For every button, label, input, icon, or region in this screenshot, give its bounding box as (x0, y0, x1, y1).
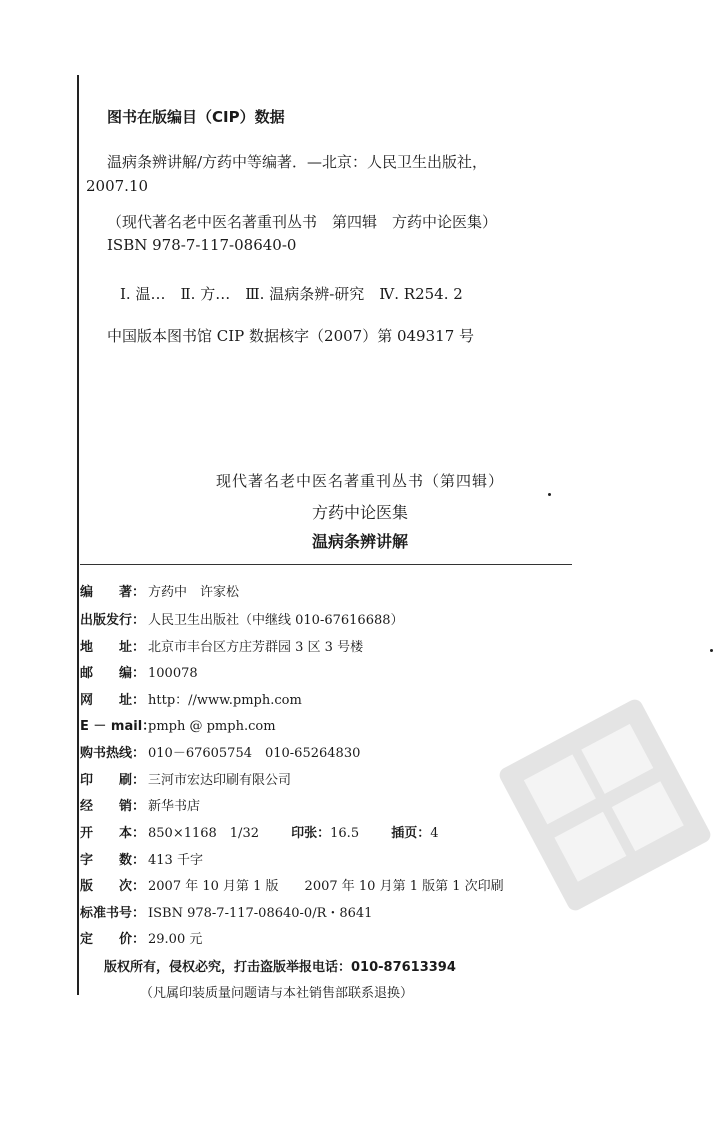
detail-row (80, 849, 203, 869)
detail-value: 人民卫生出版社（中继线 010-67616688） (148, 613, 404, 628)
cip-line-isbn: ISBN 978-7-117-08640-0 (107, 236, 297, 254)
copyright-notice: 版权所有，侵权必究，打击盗版举报电话：010-87613394 (104, 960, 456, 975)
detail-value: 010－67605754 010-65264830 (148, 746, 361, 761)
detail-row (80, 875, 504, 895)
detail-value: pmph @ pmph.com (148, 719, 276, 734)
detail-row (80, 662, 198, 682)
detail-value: 850×1168 1/32 (148, 826, 259, 841)
detail-value: 100078 (148, 666, 198, 681)
detail-row (80, 822, 439, 842)
detail-row (80, 795, 200, 815)
detail-label: 版 次： (80, 879, 146, 894)
divider (80, 564, 572, 565)
collection-title: 方药中论医集 (311, 503, 408, 522)
speck (548, 493, 551, 496)
detail-value: 413 千字 (148, 853, 203, 868)
detail-label: E － mail： (80, 719, 156, 734)
insert-label: 插页： (391, 826, 431, 841)
detail-value: 29.00 元 (148, 932, 203, 947)
detail-row (80, 715, 276, 735)
cip-line-classification: Ⅰ. 温… Ⅱ. 方… Ⅲ. 温病条辨-研究 Ⅳ. R254. 2 (120, 285, 463, 303)
detail-value: http：//www.pmph.com (148, 693, 302, 708)
series-title: 现代著名老中医名著重刊丛书（第四辑） (215, 472, 504, 490)
detail-label: 购书热线： (80, 746, 146, 761)
detail-value: 方药中 许家松 (148, 585, 240, 600)
sheets-value: 16.5 (330, 826, 360, 841)
cip-line-date: 2007.10 (86, 177, 149, 195)
detail-row (80, 581, 239, 601)
cip-heading: 图书在版编目（CIP）数据 (107, 108, 285, 126)
detail-row (80, 742, 360, 762)
return-notice: （凡属印装质量问题请与本社销售部联系退换） (140, 986, 414, 1001)
detail-label: 编 著： (80, 585, 146, 600)
watermark-stamp (470, 670, 726, 940)
detail-label: 印 刷： (80, 773, 146, 788)
detail-row (80, 636, 363, 656)
detail-row (80, 769, 291, 789)
stamp-outline (497, 697, 713, 913)
insert-value: 4 (430, 826, 439, 841)
detail-value: ISBN 978-7-117-08640-0/R・8641 (148, 906, 373, 921)
book-title: 温病条辨讲解 (311, 532, 408, 551)
detail-label: 标准书号： (80, 906, 146, 921)
detail-value: 新华书店 (148, 799, 201, 814)
detail-row (80, 609, 404, 629)
detail-label: 网 址： (80, 693, 146, 708)
cip-line-record: 中国版本图书馆 CIP 数据核字（2007）第 049317 号 (107, 327, 475, 345)
detail-row (80, 928, 202, 948)
cip-line-series: （现代著名老中医名著重刊丛书 第四辑 方药中论医集） (107, 213, 498, 231)
detail-label: 字 数： (80, 853, 146, 868)
detail-label: 开 本： (80, 826, 146, 841)
detail-label: 地 址： (80, 640, 146, 655)
detail-label: 邮 编： (80, 666, 146, 681)
detail-label: 定 价： (80, 932, 146, 947)
cip-line-title: 温病条辨讲解/方药中等编著．—北京：人民卫生出版社， (107, 153, 488, 171)
detail-label: 出版发行： (80, 613, 146, 628)
detail-label: 经 销： (80, 799, 146, 814)
sheets-label: 印张： (291, 826, 331, 841)
detail-row (80, 902, 372, 922)
detail-value: 三河市宏达印刷有限公司 (148, 773, 292, 788)
detail-row (80, 689, 302, 709)
detail-value: 2007 年 10 月第 1 版 2007 年 10 月第 1 版第 1 次印刷 (148, 879, 504, 894)
left-margin-rule (77, 75, 79, 995)
speck (710, 649, 713, 652)
detail-value: 北京市丰台区方庄芳群园 3 区 3 号楼 (148, 640, 364, 655)
